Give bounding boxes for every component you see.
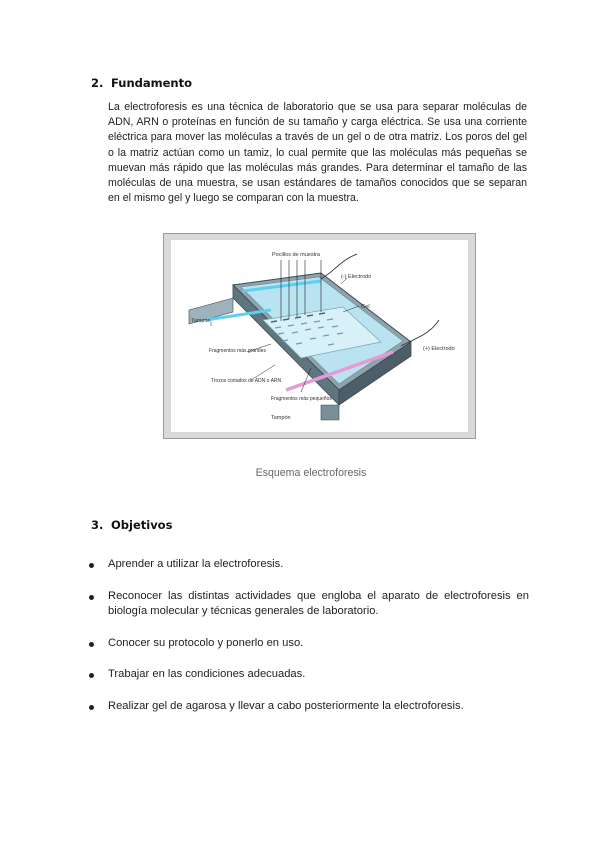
objective-text: Realizar gel de agarosa y llevar a cabo posteriormente la electroforesis. [108,699,464,712]
label-electrodo-negativo: (-) Electrodo [341,274,372,280]
label-pocillos: Pocillos de muestra [272,252,320,258]
bullet-icon [89,595,94,600]
objective-text: Conocer su protocolo y ponerlo en uso. [108,636,304,649]
figure-caption: Esquema electroforesis [255,467,367,479]
label-gel: Gel [361,304,370,310]
bottom-chamber [321,405,339,420]
label-electrodo-positivo: (+) Electrodo [423,346,455,352]
objective-text: Reconocer las distintas actividades que engloba el aparato de electroforesis en biología molecular y técnicas generales de laboratorio. [108,589,529,618]
figure-panel [171,240,468,432]
bullet-icon [89,673,94,678]
list-item [89,589,529,620]
section-2-number: 2. [91,76,104,90]
bullet-icon [89,642,94,647]
section-2-heading [91,76,192,90]
section-3-heading [91,518,172,532]
electrophoresis-diagram [171,240,468,432]
bullet-icon [89,563,94,568]
fundamento-paragraph: La electroforesis es una técnica de laboratorio que se usa para separar moléculas de ADN, ARN o proteínas en función de su tamaño y carga eléctrica. Se usa una corriente eléctrica para mover las moléculas a través de un gel o de otra matriz. Los poros del gel o la matriz actúan como un tamiz, lo cual permite que las moléculas más pequeñas se muevan más rápido que las moléculas más grandes. Para determinar el tamaño de las moléculas de una muestra, se usan estándares de tamaños conocidos que se separan en el mismo gel y luego se comparan con la muestra. [108,101,527,205]
label-fragmentos-pequenos: Fragmentos más pequeños [271,396,332,402]
list-item [89,699,529,715]
label-trozos-adn: Trozos cortados de ADN o ARN [211,378,282,384]
objective-text: Trabajar en las condiciones adecuadas. [108,668,306,681]
label-tampon-left: Tampón [191,318,211,324]
electrophoresis-figure [163,233,476,439]
list-item [89,636,529,652]
bullet-icon [89,705,94,710]
section-2-title: Fundamento [111,76,193,90]
section-3-number: 3. [91,518,104,532]
list-item [89,667,529,683]
objectives-list [89,557,529,715]
label-fragmentos-grandes: Fragmentos más grandes [209,348,266,354]
section-3-title: Objetivos [111,518,173,532]
list-item [89,557,529,573]
label-tampon-bottom: Tampón [271,415,291,421]
objective-text: Aprender a utilizar la electroforesis. [108,558,284,570]
